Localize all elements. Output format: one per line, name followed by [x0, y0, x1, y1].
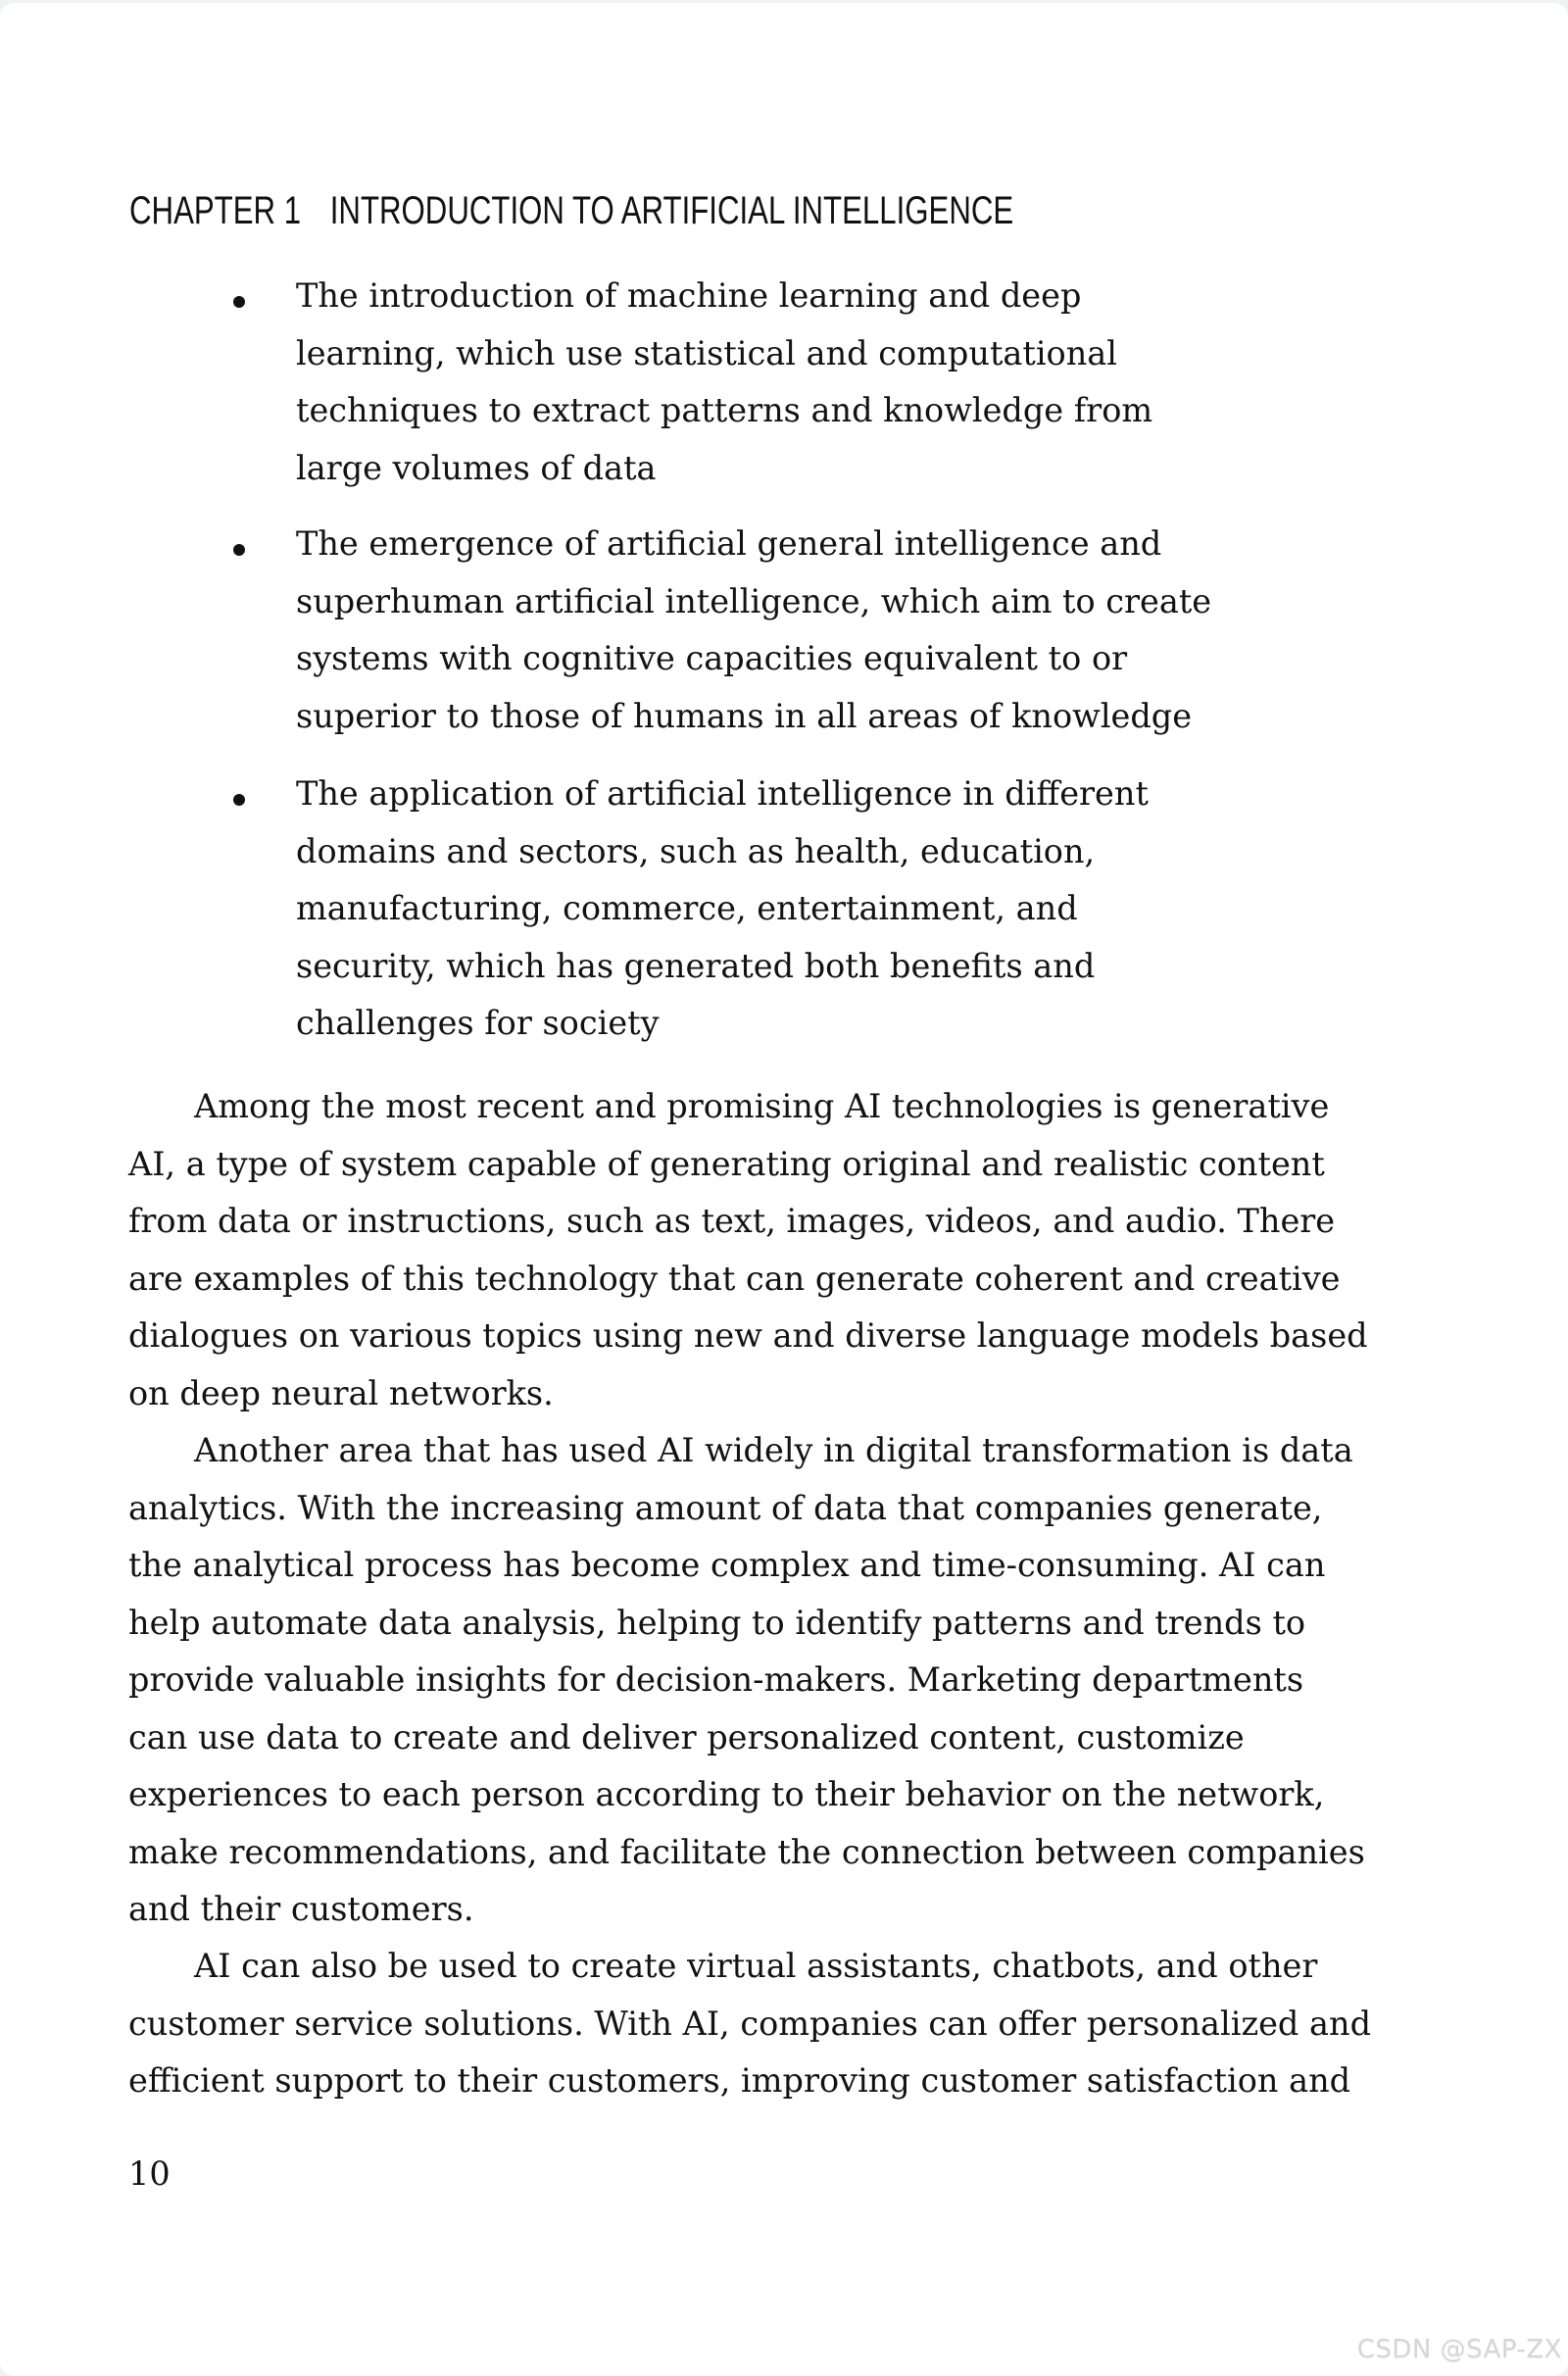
text-line: AI can also be used to create virtual assistants, chatbots, and other — [194, 1947, 1318, 1985]
text-line: the analytical process has become complex and time-consuming. AI can — [128, 1546, 1326, 1584]
text-line: systems with cognitive capacities equivalent to or — [296, 639, 1128, 677]
chapter-label: CHAPTER 1 — [129, 189, 302, 232]
text-line: make recommendations, and facilitate the connection between companies — [128, 1832, 1365, 1871]
text-line: on deep neural networks. — [128, 1373, 554, 1412]
text-line: The emergence of artificial general intelligence and — [296, 524, 1162, 563]
text-line: from data or instructions, such as text, images, videos, and audio. There — [128, 1202, 1336, 1240]
paragraph-virtual-assistants — [128, 1938, 1371, 2110]
text-line: domains and sectors, such as health, education, — [296, 831, 1096, 870]
text-line: efficient support to their customers, improving customer satisfaction and — [128, 2061, 1351, 2100]
text-line: can use data to create and deliver personalized content, customize — [128, 1717, 1245, 1757]
bullet-icon — [233, 544, 245, 556]
bullet-icon — [233, 794, 245, 806]
text-line: Among the most recent and promising AI technologies is generative — [194, 1087, 1330, 1125]
bullet-text — [296, 268, 1152, 497]
text-line: dialogues on various topics using new and diverse language models based — [128, 1316, 1368, 1355]
text-line: superior to those of humans in all areas of knowledge — [296, 696, 1193, 735]
text-line: learning, which use statistical and computational — [296, 333, 1117, 372]
page-number: 10 — [128, 2154, 171, 2193]
text-line: Another area that has used AI widely in digital transformation is data — [194, 1431, 1353, 1469]
text-line: customer service solutions. With AI, companies can offer personalized and — [128, 2004, 1372, 2043]
book-page — [0, 3, 1568, 2376]
text-line: superhuman artificial intelligence, which aim to create — [296, 581, 1212, 620]
watermark: CSDN @SAP-ZX — [1356, 2335, 1562, 2364]
paragraph-data-analytics — [128, 1422, 1365, 1939]
text-line: analytics. With the increasing amount of data that companies generate, — [128, 1488, 1323, 1527]
bullet-text — [296, 516, 1211, 745]
text-line: and their customers. — [128, 1890, 474, 1928]
text-line: experiences to each person according to their behavior on the network, — [128, 1775, 1325, 1813]
text-line: AI, a type of system capable of generating original and realistic content — [128, 1144, 1325, 1183]
text-line: challenges for society — [296, 1004, 660, 1042]
text-line: provide valuable insights for decision-makers. Marketing departments — [128, 1660, 1304, 1699]
chapter-title: INTRODUCTION TO ARTIFICIAL INTELLIGENCE — [329, 189, 1014, 232]
text-line: help automate data analysis, helping to identify patterns and trends to — [128, 1603, 1306, 1642]
bullet-text — [296, 766, 1149, 1053]
text-line: manufacturing, commerce, entertainment, and — [296, 889, 1078, 927]
running-header — [129, 189, 1013, 232]
paragraph-generative-ai — [128, 1078, 1368, 1422]
text-line: techniques to extract patterns and knowledge from — [296, 391, 1153, 429]
bullet-icon — [233, 296, 245, 308]
text-line: The application of artificial intelligence in different — [296, 774, 1149, 813]
text-line: large volumes of data — [296, 448, 657, 487]
text-line: security, which has generated both benefits and — [296, 946, 1096, 985]
text-line: The introduction of machine learning and deep — [296, 276, 1082, 315]
text-line: are examples of this technology that can generate coherent and creative — [128, 1259, 1341, 1298]
